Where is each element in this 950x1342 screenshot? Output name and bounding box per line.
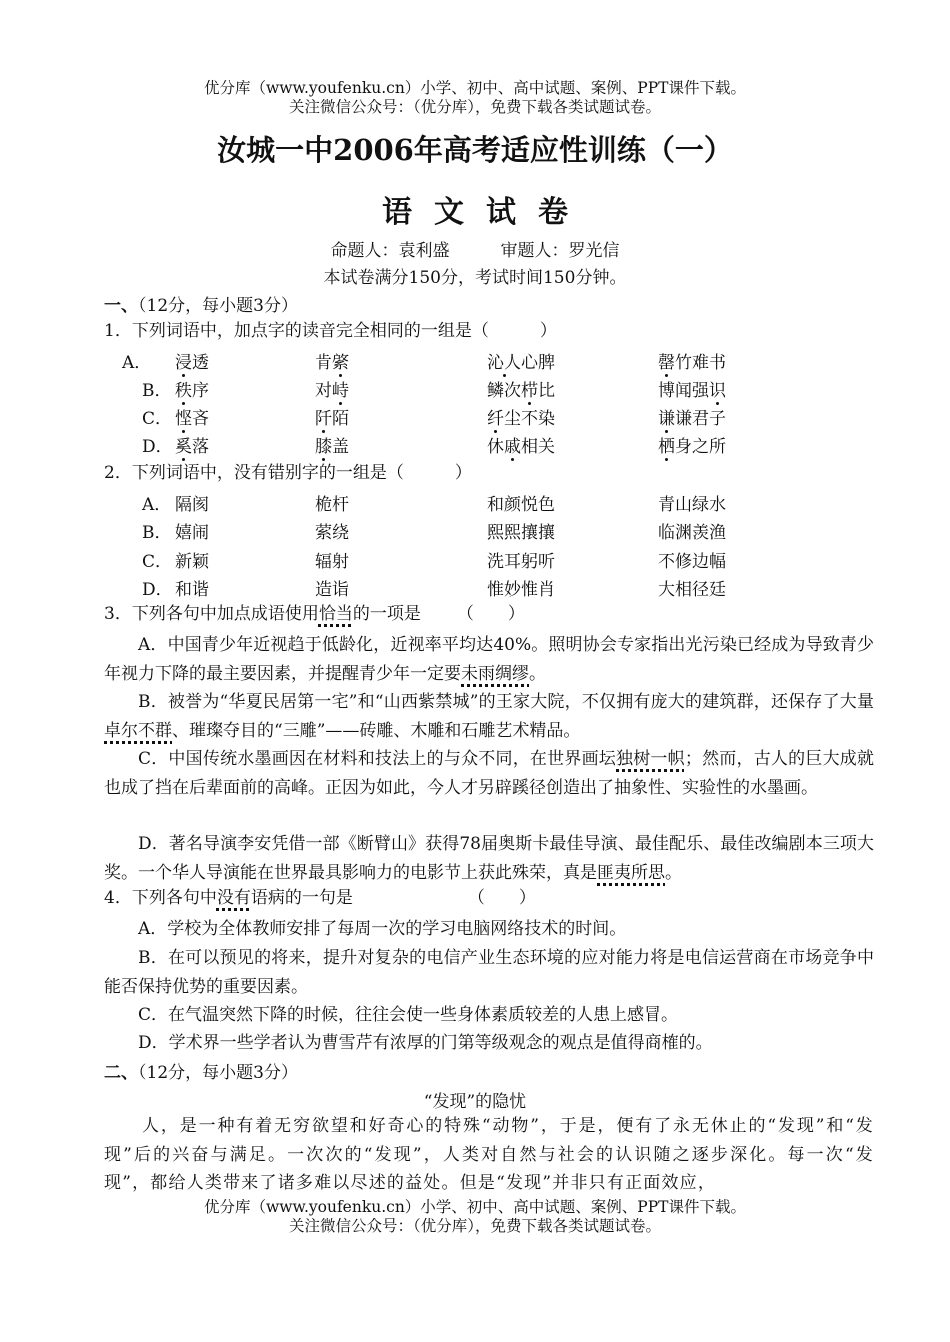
exam-subtitle: 语文试卷 xyxy=(382,195,590,230)
q3-stem-a: 3．下列各句中加点成语使用 xyxy=(104,604,319,624)
footer-line-2: 关注微信公众号：（优分库），免费下载各类试题试卷。 xyxy=(288,1217,661,1235)
section-1-heading xyxy=(104,291,298,316)
q2-option-term: 临渊羡渔 xyxy=(658,523,726,543)
term-text: 尘不染 xyxy=(504,409,555,429)
q3-stem-dotted: 恰当 xyxy=(318,604,353,624)
q1-option-label: B． xyxy=(142,381,172,401)
q4-option-b: B．在可以预见的将来，提升对复杂的电信产业生态环境的应对能力将是电信运营商在市场竞争中能否保持优势的重要因素。 xyxy=(104,948,874,997)
q2-option-term: 大相径廷 xyxy=(658,580,726,600)
q3-d-pre: D．著名导演李安凭借一部《断臂山》获得78届奥斯卡最佳导演、最佳配乐、最佳改编剧本三项大奖。一个华人导演能在世界最具影响力的电影节上获此殊荣，真是 xyxy=(104,834,874,883)
q3-stem xyxy=(104,603,525,625)
q2-option-term: 惟妙惟肖 xyxy=(487,580,555,600)
q1-stem: 1．下列词语中，加点字的读音完全相同的一组是（ ） xyxy=(104,321,557,341)
q1-option-term xyxy=(658,432,726,457)
term-text: 身之所 xyxy=(675,437,726,457)
dotted-char: 膝 xyxy=(315,437,332,457)
q1-option-term xyxy=(658,376,726,401)
dotted-char: 悭 xyxy=(175,409,192,429)
term-text: 吝 xyxy=(192,409,209,429)
q3-stem-b: 的一项是 xyxy=(352,604,421,624)
dotted-char: 谦 xyxy=(658,409,675,429)
q1-option-term xyxy=(175,348,209,373)
q3-b-post: 、璀璨夺目的“三雕”——砖雕、木雕和石雕艺术精品。 xyxy=(172,720,581,741)
dotted-char: 奚 xyxy=(175,437,192,457)
q1-option-term xyxy=(658,404,726,429)
q1-option-term xyxy=(315,404,349,429)
dotted-char: 栉 xyxy=(521,381,538,401)
exam-title: 汝城一中2006年高考适应性训练（一） xyxy=(217,133,733,167)
q1-option-term xyxy=(487,432,555,457)
q2-option-term: 熙熙攘攘 xyxy=(487,523,555,543)
q2-option-term: 萦绕 xyxy=(315,523,349,543)
term-text: 鳞次 xyxy=(487,381,521,401)
q4-option-d: D．学术界一些学者认为曹雪芹有浓厚的门第等级观念的观点是值得商榷的。 xyxy=(138,1033,713,1053)
q3-c-post: ；然而，古人的巨大成就也成了挡在后辈面前的高峰。正因为如此，今人才另辟蹊径创造出了抽象性、实验性的水墨画。 xyxy=(104,749,874,798)
q1-option-term xyxy=(487,404,555,429)
q4-stem xyxy=(104,887,536,909)
q4-stem-dotted: 没有 xyxy=(216,888,251,908)
q2-option-term: 辐射 xyxy=(315,552,349,572)
q2-option-label: B． xyxy=(142,523,172,543)
q2-option-term: 隔阂 xyxy=(175,495,209,515)
header-line-2: 关注微信公众号：（优分库），免费下载各类试题试卷。 xyxy=(288,98,661,116)
q1-option-term xyxy=(315,376,349,401)
term-text: 沁 xyxy=(487,353,504,373)
q3-a-dotted: 未雨绸缪 xyxy=(461,663,529,684)
dotted-char: 峙 xyxy=(332,381,349,401)
term-text: 谦君子 xyxy=(675,409,726,429)
q2-option-term: 洗耳躬听 xyxy=(487,552,555,572)
term-text: 序 xyxy=(192,381,209,401)
q3-option-d xyxy=(104,830,874,887)
dotted-char: 栖 xyxy=(658,437,675,457)
term-text: 陌 xyxy=(332,409,349,429)
q3-b-pre: B．被誉为“华夏民居第一宅”和“山西紫禁城”的王家大院，不仅拥有庞大的建筑群，还保存了大量 xyxy=(138,692,874,712)
q1-option-term xyxy=(487,348,555,373)
term-text: 盖 xyxy=(332,437,349,457)
q1-option-term xyxy=(487,376,555,401)
section-1-info: （12分，每小题3分） xyxy=(138,296,298,316)
term-text: 肯 xyxy=(315,353,332,373)
q4-option-a: A．学校为全体教师安排了每周一次的学习电脑网络技术的时间。 xyxy=(138,919,627,939)
q3-option-c xyxy=(104,745,874,802)
q2-option-term: 嬉闹 xyxy=(175,523,209,543)
term-text: 比 xyxy=(538,381,555,401)
q1-option-label: C． xyxy=(142,409,173,429)
term-text: 透 xyxy=(192,353,209,373)
q1-option-term xyxy=(658,348,726,373)
q2-option-label: A． xyxy=(142,495,172,515)
q1-option-label: D． xyxy=(142,437,173,457)
q4-stem-paren: （ ） xyxy=(467,888,536,908)
q1-option-label: A． xyxy=(122,353,152,373)
section-2-number: 二、 xyxy=(104,1063,138,1083)
section-2-heading xyxy=(104,1058,298,1083)
q2-option-label: C． xyxy=(142,552,173,572)
q2-option-term: 造诣 xyxy=(315,580,349,600)
q2-option-label: D． xyxy=(142,580,173,600)
term-text: 相关 xyxy=(521,437,555,457)
q2-option-term: 和颜悦色 xyxy=(487,495,555,515)
dotted-char: 秩 xyxy=(175,381,192,401)
term-text: 人心脾 xyxy=(504,353,555,373)
dotted-char: 罄 xyxy=(658,353,675,373)
q3-option-a xyxy=(104,631,874,688)
q1-option-term xyxy=(315,348,349,373)
term-text: 博闻强 xyxy=(658,381,709,401)
author-line: 命题人：袁利盛 审题人：罗光信 xyxy=(330,241,620,261)
dotted-char: 戚 xyxy=(504,437,521,457)
q3-d-dotted: 匪夷所思 xyxy=(597,862,665,883)
q3-a-post: 。 xyxy=(529,663,546,684)
footer-line-1: 优分库（www.youfenku.cn）小学、初中、高中试题、案例、PPT课件下载。 xyxy=(203,1198,747,1216)
q2-option-term: 和谐 xyxy=(175,580,209,600)
q3-c-dotted: 独树一帜 xyxy=(616,749,685,769)
q4-stem-b: 语病的一句是 xyxy=(250,888,353,908)
q3-stem-paren: （ ） xyxy=(456,604,525,624)
q3-option-b xyxy=(104,688,874,745)
term-text: 对 xyxy=(315,381,332,401)
q2-option-term: 新颖 xyxy=(175,552,209,572)
article-title: “发现”的隐忧 xyxy=(423,1092,527,1112)
dotted-char: 浸 xyxy=(175,353,192,373)
q1-option-term xyxy=(175,432,209,457)
q1-option-term xyxy=(175,376,209,401)
dotted-char: 綮 xyxy=(332,353,349,373)
q2-option-term: 桅杆 xyxy=(315,495,349,515)
section-2-info: （12分，每小题3分） xyxy=(138,1063,298,1083)
term-text: 竹难书 xyxy=(675,353,726,373)
dotted-char: 阡 xyxy=(315,409,332,429)
q3-a-pre: A．中国青少年近视趋于低龄化，近视率平均达40%。照明协会专家指出光污染已经成为导致青少年视力下降的最主要因素，并提醒青少年一定要 xyxy=(104,635,874,684)
article-body: 人，是一种有着无穷欲望和好奇心的特殊“动物”，于是，便有了永无休止的“发现”和“发现”后的兴奋与满足。一次次的“发现”，人类对自然与社会的认识随之逐步深化。每一次“发现”，都给人类带来了诸多难以尽述的益处。但是“发现”并非只有正面效应， xyxy=(104,1116,874,1193)
term-text: 休 xyxy=(487,437,504,457)
section-1-number: 一、 xyxy=(104,296,138,316)
term-text: 落 xyxy=(192,437,209,457)
q3-b-dotted: 卓尔不群 xyxy=(104,720,172,741)
q1-option-term xyxy=(315,432,349,457)
q2-option-term: 青山绿水 xyxy=(658,495,726,515)
dotted-char: 纤 xyxy=(487,409,504,429)
q4-option-c: C．在气温突然下降的时候，往往会使一些身体素质较差的人患上感冒。 xyxy=(138,1005,679,1025)
q3-c-pre: C．中国传统水墨画因在材料和技法上的与众不同，在世界画坛 xyxy=(138,749,616,769)
q1-option-term xyxy=(175,404,209,429)
q4-stem-a: 4．下列各句中 xyxy=(104,888,217,908)
q3-d-post: 。 xyxy=(665,862,682,883)
q2-option-term: 不修边幅 xyxy=(658,552,726,572)
dotted-char: 识 xyxy=(709,381,726,401)
q2-stem: 2．下列词语中，没有错别字的一组是（ ） xyxy=(104,463,472,483)
header-line-1: 优分库（www.youfenku.cn）小学、初中、高中试题、案例、PPT课件下载。 xyxy=(203,79,747,97)
exam-info: 本试卷满分150分，考试时间150分钟。 xyxy=(323,268,627,288)
